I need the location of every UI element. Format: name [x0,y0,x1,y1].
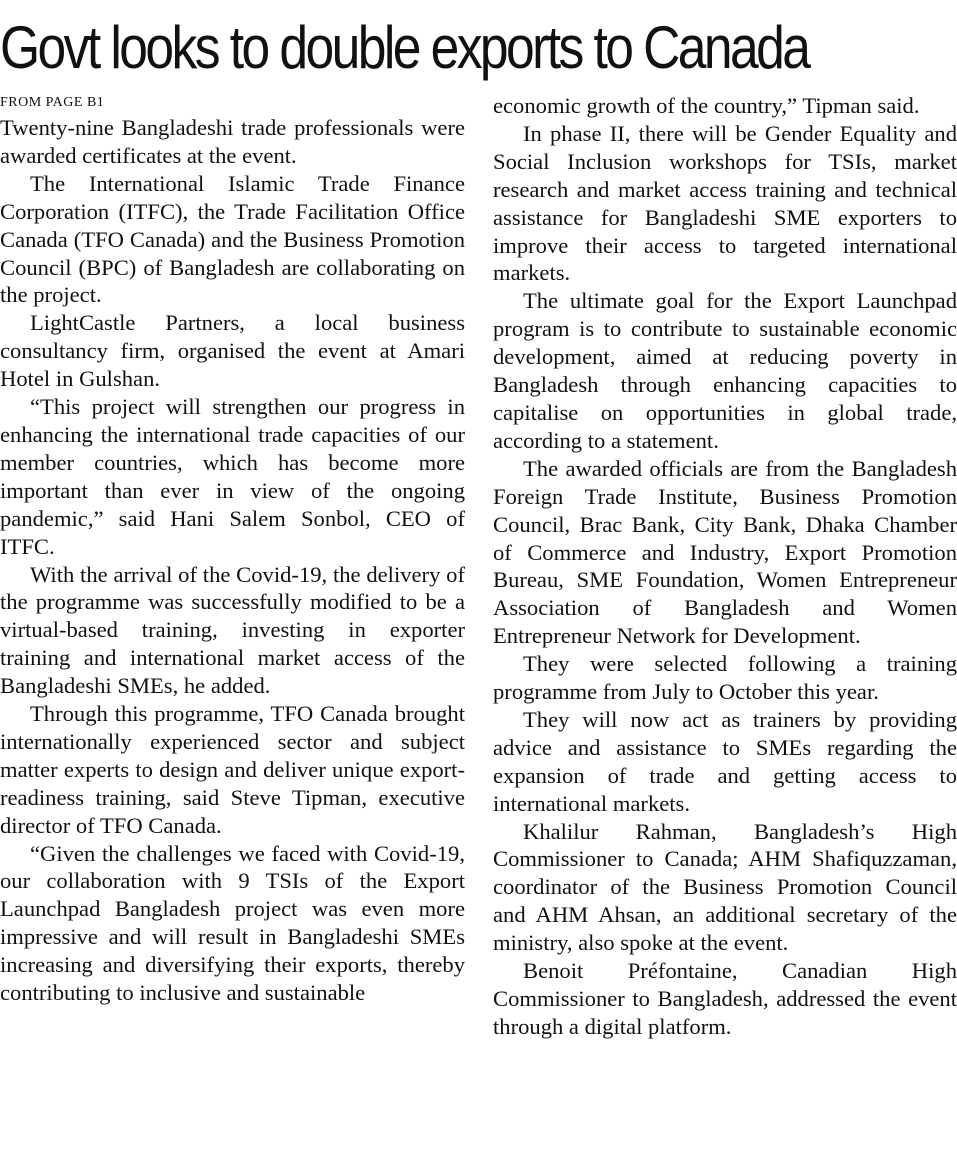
paragraph: Benoit Préfontaine, Canadian High Commissioner to Bangladesh, addressed the event through a digital platform. [493,958,957,1039]
quote-paragraph: “This project will strengthen our progress in enhancing the international trade capacities of our member countries, which has become more important than ever in view of the ongoing pandemic,” said Hani Salem Sonbol, CEO of ITFC. [0,394,465,559]
paragraph: They were selected following a training programme from July to October this year. [493,651,957,705]
paragraph: Through this programme, TFO Canada brought internationally experienced sector and subject matter experts to design and deliver unique export-readiness training, said Steve Tipman, executive director of TFO Canada. [0,701,465,838]
paragraph: In phase II, there will be Gender Equality and Social Inclusion workshops for TSIs, market research and market access training and technical assistance for Bangladeshi SME exporters to improve their access to targeted international markets. [493,120,957,286]
paragraph: Twenty-nine Bangladeshi trade professionals were awarded certificates at the event. [0,115,465,168]
paragraph: The awarded officials are from the Bangladesh Foreign Trade Institute, Business Promotion Council, Brac Bank, City Bank, Dhaka Chamber of Commerce and Industry, Export Promotion Bureau, SME Foundation, Women Entrepreneur Association of Bangladesh and Women Entrepreneur Network for Development. [493,455,957,649]
paragraph: economic growth of the country,” Tipman said. [493,93,920,118]
paragraph: With the arrival of the Covid-19, the delivery of the programme was successfully modified to be a virtual-based training, investing in exporter training and international market access of the Bangladeshi SMEs, he added. [0,561,465,699]
paragraph: The ultimate goal for the Export Launchpad program is to contribute to sustainable economic development, aimed at reducing poverty in Bangladesh through enhancing capacities to capitalise on opportunities in global trade, according to a statement. [493,288,957,453]
headline: Govt looks to double exports to Canada [0,14,809,81]
paragraph: Khalilur Rahman, Bangladesh’s High Commissioner to Canada; AHM Shafiquzzaman, coordinator of the Business Promotion Council and AHM Ahsan, an additional secretary of the ministry, also spoke at the event. [493,818,957,956]
paragraph: LightCastle Partners, a local business consultancy firm, organised the event at Amari Hotel in Gulshan. [0,310,465,392]
continued-from-label: FROM PAGE B1 [0,95,105,110]
paragraph: They will now act as trainers by providing advice and assistance to SMEs regarding the expansion of trade and getting access to international markets. [493,706,957,816]
paragraph: The International Islamic Trade Finance Corporation (ITFC), the Trade Facilitation Office Canada (TFO Canada) and the Business Promotion Council (BPC) of Bangladesh are collaborating on the project. [0,170,465,308]
quote-paragraph: “Given the challenges we faced with Covid-19, our collaboration with 9 TSIs of the Export Launchpad Bangladesh project was even more impressive and will result in Bangladeshi SMEs increasing and diversifying their exports, thereby contributing to inclusive and sustainable [0,840,465,1006]
article-column-right [493,92,957,1041]
article-column-left [0,92,465,1007]
